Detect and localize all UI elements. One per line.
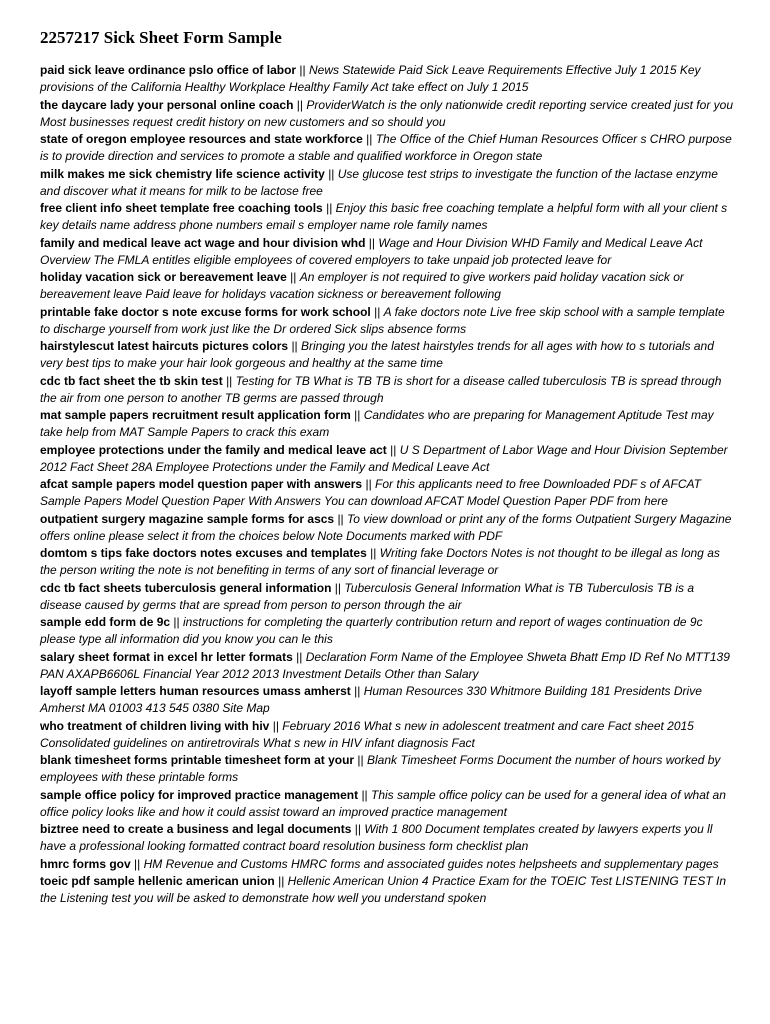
entry-separator: ||	[366, 132, 373, 146]
entry-separator: ||	[370, 546, 377, 560]
list-item	[40, 235, 735, 270]
entry-description: February 2016 What s new in adolescent treatment and care Fact sheet 2015 Consolidated guidelines on antiretrovirals What s new in HIV infant diagnosis Fact	[40, 718, 694, 750]
entry-description: A fake doctors note Live free skip school with a sample template to discharge yourself from work just like the Dr ordered Sick slips absence forms	[40, 304, 725, 336]
entry-title[interactable]: layoff sample letters human resources umass amherst	[40, 684, 351, 698]
entry-description: The Office of the Chief Human Resources Officer s CHRO purpose is to provide direction and services to promote a stable and qualified workforce in Oregon state	[40, 132, 732, 164]
entry-description: Enjoy this basic free coaching template a helpful form with all your client s key details name address phone numbers email s employer name role family names	[40, 201, 728, 233]
entry-title[interactable]: mat sample papers recruitment result application form	[40, 408, 351, 422]
entry-title[interactable]: hmrc forms gov	[40, 856, 131, 871]
entry-title[interactable]: cdc tb fact sheet the tb skin test	[40, 373, 223, 388]
entry-title[interactable]: hairstylescut latest haircuts pictures colors	[40, 339, 289, 353]
entry-description: An employer is not required to give workers paid holiday vacation sick or bereavement leave Paid leave for holidays vacation sickness or bereavement following	[40, 270, 684, 302]
entry-title[interactable]: employee protections under the family and medical leave act	[40, 442, 387, 457]
entry-title[interactable]: cdc tb fact sheets tuberculosis general information	[40, 580, 332, 595]
entry-separator: ||	[334, 580, 341, 595]
entry-title[interactable]: who treatment of children living with hiv	[40, 718, 270, 733]
entry-separator: ||	[173, 615, 180, 629]
list-item	[40, 614, 735, 649]
entry-title[interactable]: printable fake doctor s note excuse forms for work school	[40, 304, 371, 319]
entry-description: Human Resources 330 Whitmore Building 181 Presidents Drive Amherst MA 01003 413 545 0380 Site Map	[40, 684, 702, 716]
list-item	[40, 200, 735, 235]
entry-separator: ||	[368, 235, 376, 250]
entry-description: Testing for TB What is TB TB is short for a disease called tuberculosis TB is spread through the air from one person to another TB germs are passed through	[40, 373, 722, 405]
entry-separator: ||	[357, 753, 364, 767]
entry-separator: ||	[296, 649, 303, 664]
entry-description: ProviderWatch is the only nationwide credit reporting service created just for you Most businesses request credit history on new customers and so should you	[40, 97, 733, 129]
entry-title[interactable]: sample office policy for improved practice management	[40, 787, 359, 802]
entry-title[interactable]: milk makes me sick chemistry life science activity	[40, 166, 325, 181]
entry-title[interactable]: blank timesheet forms printable timesheet form at your	[40, 753, 355, 767]
list-item	[40, 407, 735, 442]
entry-separator: ||	[290, 270, 297, 284]
entry-separator: ||	[354, 408, 361, 422]
page-title: 2257217 Sick Sheet Form Sample	[40, 28, 282, 47]
entry-separator: ||	[299, 63, 306, 77]
entry-title[interactable]: sample edd form de 9c	[40, 615, 171, 629]
entry-title[interactable]: free client info sheet template free coaching tools	[40, 201, 323, 215]
entry-description: Candidates who are preparing for Management Aptitude Test may take help from MAT Sample Papers to crack this exam	[40, 408, 714, 440]
entry-separator: ||	[296, 97, 303, 112]
list-item	[40, 873, 735, 908]
entry-separator: ||	[226, 373, 233, 388]
entry-description: U S Department of Labor Wage and Hour Division September 2012 Fact Sheet 28A Employee Protections under the Family and Medical Leave Act	[40, 442, 728, 474]
entry-description: HM Revenue and Customs HMRC forms and associated guides notes helpsheets and supplementary pages	[143, 856, 719, 871]
entry-separator: ||	[361, 787, 368, 802]
list-item	[40, 131, 735, 166]
list-item	[40, 511, 735, 546]
entry-title[interactable]: biztree need to create a business and legal documents	[40, 822, 352, 836]
list-item	[40, 787, 735, 822]
entry-title[interactable]: paid sick leave ordinance pslo office of labor	[40, 63, 297, 77]
entry-separator: ||	[390, 442, 397, 457]
list-item	[40, 476, 735, 511]
entry-description: Use glucose test strips to investigate the function of the lactase enzyme and discover what it means for milk to be lactose free	[40, 166, 718, 198]
list-item	[40, 304, 735, 339]
list-item	[40, 580, 735, 615]
entry-title[interactable]: afcat sample papers model question paper with answers	[40, 477, 363, 491]
entry-separator: ||	[326, 201, 333, 215]
list-item	[40, 752, 735, 787]
entry-description: To view download or print any of the forms Outpatient Surgery Magazine offers online please select it from the choices below Note Documents marked with PDF	[40, 511, 732, 543]
entry-description: This sample office policy can be used for a general idea of what an office policy looks like and how it could assist toward an improved practice management	[40, 787, 726, 819]
list-item	[40, 62, 735, 97]
entry-separator: ||	[337, 511, 344, 526]
entry-description: Blank Timesheet Forms Document the number of hours worked by employees with these printable forms	[40, 753, 721, 785]
entry-description: Declaration Form Name of the Employee Shweta Bhatt Emp ID Ref No MTT139 PAN AXAPB6606L Financial Year 2012 2013 Investment Details Other than Salary	[40, 649, 730, 681]
entry-separator: ||	[328, 166, 335, 181]
entry-description: Bringing you the latest hairstyles trends for all ages with how to s tutorials and very best tips to make your hair look gorgeous and healthy at the same time	[40, 339, 714, 371]
entry-separator: ||	[354, 684, 361, 698]
list-item	[40, 856, 735, 873]
document-page	[40, 28, 735, 907]
list-item	[40, 373, 735, 408]
entry-separator: ||	[272, 718, 279, 733]
entry-title[interactable]: holiday vacation sick or bereavement leave	[40, 270, 287, 284]
entry-list	[40, 62, 735, 907]
entry-title[interactable]: family and medical leave act wage and hour division whd	[40, 235, 366, 250]
entry-description: Hellenic American Union 4 Practice Exam for the TOEIC Test LISTENING TEST In the Listening test you will be asked to demonstrate how well you understand spoken	[40, 873, 727, 905]
list-item	[40, 545, 735, 580]
list-item	[40, 718, 735, 753]
entry-title[interactable]: salary sheet format in excel hr letter formats	[40, 649, 293, 664]
list-item	[40, 338, 735, 373]
list-item	[40, 97, 735, 132]
entry-separator: ||	[365, 477, 372, 491]
list-item	[40, 649, 735, 684]
entry-title[interactable]: state of oregon employee resources and state workforce	[40, 132, 363, 146]
list-item	[40, 166, 735, 201]
entry-description: instructions for completing the quarterly contribution return and report of wages continuation de 9c please type all information did you know you can le this	[40, 615, 703, 647]
entry-title[interactable]: toeic pdf sample hellenic american union	[40, 873, 275, 888]
list-item	[40, 442, 735, 477]
entry-separator: ||	[374, 304, 381, 319]
entry-separator: ||	[354, 822, 362, 836]
entry-description: News Statewide Paid Sick Leave Requirements Effective July 1 2015 Key provisions of the California Healthy Workplace Healthy Family Act take effect on July 1 2015	[40, 63, 701, 95]
entry-description: With 1 800 Document templates created by lawyers experts you ll have a professional looking formatted contract board resolution business form checklist plan	[40, 822, 713, 854]
entry-title[interactable]: outpatient surgery magazine sample forms for ascs	[40, 511, 335, 526]
entry-description: For this applicants need to free Downloaded PDF s of AFCAT Sample Papers Model Question Paper With Answers You can download AFCAT Model Question Paper PDF from here	[40, 477, 701, 509]
entry-description: Wage and Hour Division WHD Family and Medical Leave Act Overview The FMLA entitles eligible employees of covered employers to take unpaid job protected leave for	[40, 235, 703, 267]
entry-separator: ||	[134, 856, 141, 871]
entry-description: Tuberculosis General Information What is TB Tuberculosis TB is a disease caused by germs that are spread from person to person through the air	[40, 580, 695, 612]
entry-title[interactable]: the daycare lady your personal online coach	[40, 97, 294, 112]
list-item	[40, 269, 735, 304]
entry-title[interactable]: domtom s tips fake doctors notes excuses and templates	[40, 546, 367, 560]
list-item	[40, 683, 735, 718]
entry-separator: ||	[291, 339, 298, 353]
entry-separator: ||	[278, 873, 285, 888]
entry-description: Writing fake Doctors Notes is not thought to be illegal as long as the person writing the note is not benefiting in terms of any sort of financial leverage or	[40, 546, 720, 578]
list-item	[40, 821, 735, 856]
